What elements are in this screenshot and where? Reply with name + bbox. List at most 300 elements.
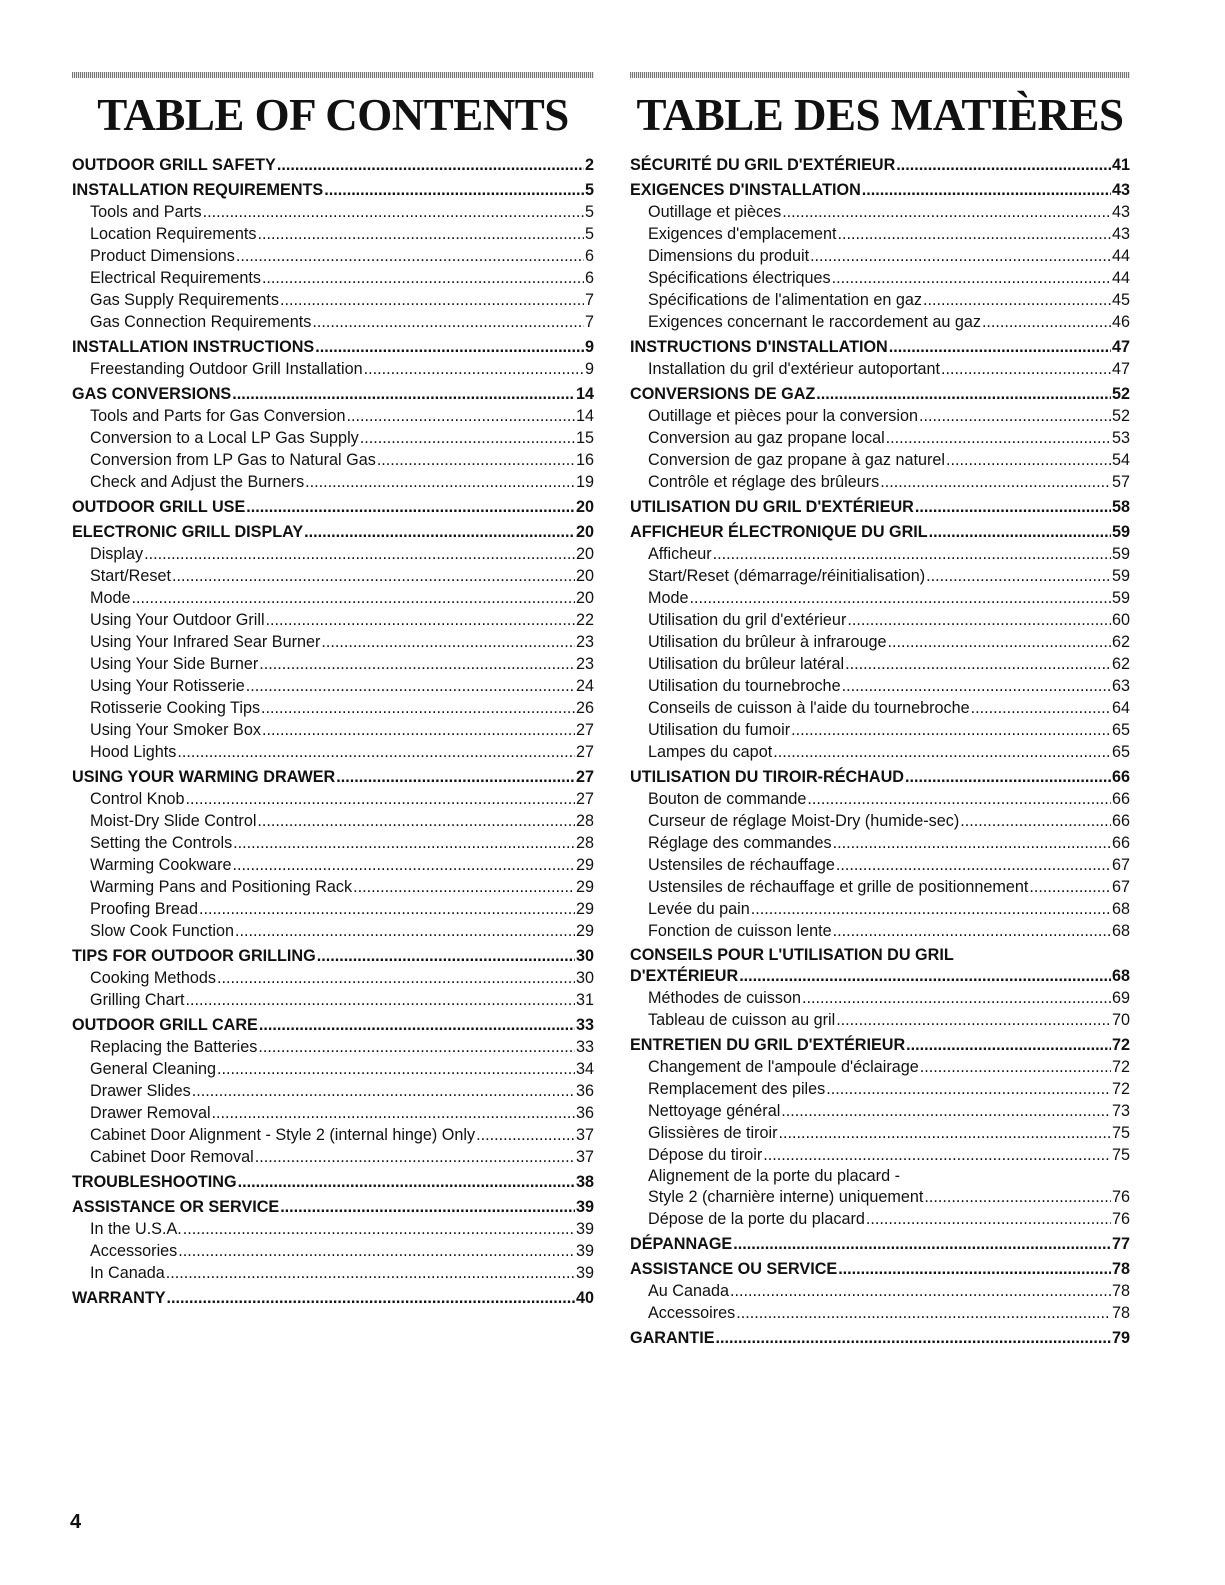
toc-page-number: 45 (1111, 291, 1130, 309)
toc-page-number: 60 (1111, 611, 1130, 629)
dot-leader (802, 987, 1111, 1009)
toc-entry-label: Mode (90, 589, 131, 607)
toc-page-number: 37 (575, 1148, 594, 1166)
dot-leader (880, 471, 1111, 493)
dot-leader (312, 311, 584, 333)
toc-subsection-entry (72, 587, 594, 609)
toc-subsection-entry (630, 631, 1130, 653)
toc-page-number: 59 (1111, 523, 1130, 541)
dot-leader (866, 1208, 1111, 1230)
toc-entry-label: Changement de l'ampoule d'éclairage (648, 1058, 919, 1076)
dot-leader (837, 223, 1111, 245)
dot-leader (258, 1036, 575, 1058)
dot-leader (733, 1233, 1111, 1255)
dot-leader (259, 1014, 575, 1036)
dot-leader (336, 766, 575, 788)
dot-leader (886, 427, 1111, 449)
toc-list-english (72, 154, 594, 1309)
toc-subsection-entry (72, 1036, 594, 1058)
toc-page-number: 59 (1111, 589, 1130, 607)
toc-entry-label: General Cleaning (90, 1060, 216, 1078)
toc-subsection-entry (72, 358, 594, 380)
toc-page-number: 77 (1111, 1235, 1130, 1253)
dot-leader (324, 179, 584, 201)
toc-entry-label: Using Your Smoker Box (90, 721, 261, 739)
toc-entry-label: OUTDOOR GRILL USE (72, 498, 246, 516)
dot-leader (773, 741, 1111, 763)
dot-leader (736, 1302, 1111, 1324)
toc-page-number: 54 (1111, 451, 1130, 469)
dot-leader (838, 1258, 1111, 1280)
toc-subsection-entry (72, 653, 594, 675)
toc-entry-label: Mode (648, 589, 689, 607)
toc-subsection-entry (72, 832, 594, 854)
toc-section-entry (630, 496, 1130, 518)
toc-entry-label: Spécifications électriques (648, 269, 831, 287)
toc-subsection-entry (630, 675, 1130, 697)
toc-entry-label: Spécifications de l'alimentation en gaz (648, 291, 922, 309)
toc-subsection-entry (630, 289, 1130, 311)
dot-leader (266, 609, 575, 631)
dot-leader (233, 854, 575, 876)
toc-page-number: 6 (584, 269, 594, 287)
toc-subsection-entry (630, 565, 1130, 587)
toc-entry-label: Gas Supply Requirements (90, 291, 279, 309)
toc-entry-label: INSTALLATION REQUIREMENTS (72, 181, 324, 199)
toc-subsection-entry (630, 609, 1130, 631)
toc-page-number: 73 (1111, 1102, 1130, 1120)
toc-page-number: 68 (1111, 900, 1130, 918)
toc-entry-label: Conversion au gaz propane local (648, 429, 885, 447)
toc-page-number: 59 (1111, 545, 1130, 563)
dot-leader (915, 496, 1111, 518)
dot-leader (730, 1280, 1111, 1302)
dot-leader (166, 1262, 575, 1284)
toc-subsection-entry (72, 1146, 594, 1168)
toc-page-number: 39 (575, 1198, 594, 1216)
toc-page-number: 7 (584, 291, 594, 309)
toc-entry-label: Conseils de cuisson à l'aide du tournebroche (648, 699, 970, 717)
dot-leader (833, 920, 1111, 942)
toc-entry-label: Utilisation du brûleur à infrarouge (648, 633, 887, 651)
toc-subsection-entry (630, 358, 1130, 380)
toc-subsection-entry (72, 1058, 594, 1080)
toc-page-number: 62 (1111, 633, 1130, 651)
dot-leader (924, 1186, 1111, 1208)
toc-entry-label: Using Your Outdoor Grill (90, 611, 265, 629)
toc-page-number: 76 (1111, 1188, 1130, 1206)
toc-page-number: 47 (1111, 338, 1130, 356)
toc-subsection-entry (72, 898, 594, 920)
toc-subsection-entry (72, 427, 594, 449)
toc-entry-label: Ustensiles de réchauffage et grille de positionnement (648, 878, 1029, 896)
toc-entry-label-line: Alignement de la porte du placard - (648, 1167, 900, 1185)
toc-page-number: 29 (575, 900, 594, 918)
toc-page-number: 20 (575, 498, 594, 516)
dot-leader (199, 898, 575, 920)
toc-english-column (72, 72, 594, 1309)
toc-entry-label: Nettoyage général (648, 1102, 781, 1120)
toc-subsection-entry (72, 967, 594, 989)
toc-entry-label: SÉCURITÉ DU GRIL D'EXTÉRIEUR (630, 156, 896, 174)
toc-entry-label: Conversion to a Local LP Gas Supply (90, 429, 359, 447)
toc-entry-label: Control Knob (90, 790, 185, 808)
toc-page-number: 20 (575, 567, 594, 585)
toc-page-number: 28 (575, 812, 594, 830)
toc-entry-label: Exigences d'emplacement (648, 225, 837, 243)
toc-section-entry (630, 1258, 1130, 1280)
toc-subsection-entry (630, 1280, 1130, 1302)
dot-leader (926, 565, 1111, 587)
toc-section-entry (630, 521, 1130, 543)
dot-leader (192, 1080, 575, 1102)
toc-subsection-entry (72, 854, 594, 876)
toc-entry-label: GARANTIE (630, 1329, 715, 1347)
toc-subsection-entry (630, 788, 1130, 810)
toc-page-number: 75 (1111, 1146, 1130, 1164)
toc-entry-label: UTILISATION DU TIROIR-RÉCHAUD (630, 768, 904, 786)
toc-entry-label: Using Your Side Burner (90, 655, 259, 673)
dot-leader (262, 719, 575, 741)
dot-leader (257, 223, 584, 245)
dot-leader (845, 653, 1111, 675)
toc-subsection-entry (630, 201, 1130, 223)
toc-entry-label: Warming Pans and Positioning Rack (90, 878, 353, 896)
toc-subsection-entry (72, 1262, 594, 1284)
toc-entry-label: Electrical Requirements (90, 269, 261, 287)
toc-section-entry (72, 154, 594, 176)
dot-leader (923, 289, 1111, 311)
toc-subsection-entry (72, 1124, 594, 1146)
toc-entry-label: Glissières de tiroir (648, 1124, 778, 1142)
toc-page-number: 5 (584, 181, 594, 199)
toc-subsection-entry (630, 653, 1130, 675)
dot-leader (782, 201, 1111, 223)
toc-entry-label: Conversion from LP Gas to Natural Gas (90, 451, 376, 469)
toc-entry-label: Cabinet Door Removal (90, 1148, 254, 1166)
toc-entry-label: Utilisation du brûleur latéral (648, 655, 845, 673)
toc-entry-label: Outillage et pièces (648, 203, 782, 221)
toc-entry-label: Accessoires (648, 1304, 736, 1322)
dot-leader (277, 154, 584, 176)
toc-entry-label: Accessories (90, 1242, 178, 1260)
toc-page-number: 14 (575, 385, 594, 403)
toc-page-number: 78 (1111, 1282, 1130, 1300)
toc-section-entry (72, 1287, 594, 1309)
toc-page-number: 65 (1111, 721, 1130, 739)
dot-leader (315, 336, 584, 358)
toc-page-number: 9 (584, 360, 594, 378)
toc-entry-label: Fonction de cuisson lente (648, 922, 832, 940)
toc-page-number: 39 (575, 1264, 594, 1282)
toc-entry-label: Contrôle et réglage des brûleurs (648, 473, 880, 491)
toc-page-number: 67 (1111, 856, 1130, 874)
dot-leader (971, 697, 1111, 719)
toc-page-number: 68 (1111, 967, 1130, 985)
toc-page-number: 68 (1111, 922, 1130, 940)
dot-leader (896, 154, 1111, 176)
dot-leader (238, 1171, 575, 1193)
toc-page-number: 78 (1111, 1304, 1130, 1322)
toc-page-number: 38 (575, 1173, 594, 1191)
toc-subsection-entry (72, 697, 594, 719)
toc-subsection-entry (72, 201, 594, 223)
toc-entry-label: D'EXTÉRIEUR (630, 967, 739, 985)
toc-subsection-entry (72, 989, 594, 1011)
toc-entry-label: ENTRETIEN DU GRIL D'EXTÉRIEUR (630, 1036, 906, 1054)
toc-section-entry (72, 496, 594, 518)
toc-entry-label: Grilling Chart (90, 991, 185, 1009)
toc-page-number: 75 (1111, 1124, 1130, 1142)
toc-entry-label: Drawer Slides (90, 1082, 191, 1100)
toc-subsection-entry (630, 449, 1130, 471)
dot-leader (233, 832, 575, 854)
dot-leader (832, 267, 1111, 289)
toc-page-number: 20 (575, 589, 594, 607)
toc-page-number: 24 (575, 677, 594, 695)
dot-leader (186, 788, 575, 810)
toc-entry-label: Utilisation du fumoir (648, 721, 791, 739)
toc-entry-label: Location Requirements (90, 225, 257, 243)
toc-subsection-entry (72, 1102, 594, 1124)
toc-entry-label: TIPS FOR OUTDOOR GRILLING (72, 947, 316, 965)
dot-leader (810, 245, 1111, 267)
toc-page-number: 52 (1111, 385, 1130, 403)
toc-page-number: 72 (1111, 1058, 1130, 1076)
toc-french-column (630, 72, 1130, 1349)
toc-entry-label: Tools and Parts (90, 203, 202, 221)
toc-subsection-entry (72, 449, 594, 471)
toc-entry-label: Utilisation du gril d'extérieur (648, 611, 847, 629)
toc-section-entry (72, 1196, 594, 1218)
toc-page-number: 41 (1111, 156, 1130, 174)
toc-entry-label: Check and Adjust the Burners (90, 473, 305, 491)
dot-leader (185, 989, 575, 1011)
toc-subsection-entry (72, 405, 594, 427)
dot-leader (1029, 876, 1111, 898)
dot-leader (847, 609, 1111, 631)
toc-entry-label: WARRANTY (72, 1289, 166, 1307)
toc-subsection-entry (72, 471, 594, 493)
toc-entry-label: UTILISATION DU GRIL D'EXTÉRIEUR (630, 498, 914, 516)
dot-leader (347, 405, 575, 427)
toc-entry-label: Cabinet Door Alignment - Style 2 (internal hinge) Only (90, 1126, 476, 1144)
toc-subsection-entry (630, 245, 1130, 267)
toc-subsection-entry (72, 741, 594, 763)
toc-entry-label: Levée du pain (648, 900, 750, 918)
toc-entry-label: Utilisation du tournebroche (648, 677, 841, 695)
toc-entry-label: In the U.S.A. (90, 1220, 182, 1238)
toc-subsection-entry (630, 810, 1130, 832)
dot-leader (217, 1058, 575, 1080)
toc-subsection-entry (630, 1078, 1130, 1100)
toc-entry-label: Slow Cook Function (90, 922, 234, 940)
toc-page-number: 7 (584, 313, 594, 331)
dot-leader (257, 810, 575, 832)
toc-page-number: 20 (575, 523, 594, 541)
toc-subsection-entry (630, 1186, 1130, 1208)
dot-leader (929, 521, 1111, 543)
toc-section-entry (630, 1233, 1130, 1255)
dot-leader (862, 179, 1111, 201)
toc-entry-label: Display (90, 545, 144, 563)
toc-subsection-entry (630, 1144, 1130, 1166)
dot-leader (833, 832, 1111, 854)
toc-page-number: 9 (584, 338, 594, 356)
dot-leader (476, 1124, 575, 1146)
toc-entry-label: Curseur de réglage Moist-Dry (humide-sec) (648, 812, 960, 830)
toc-entry-label: Product Dimensions (90, 247, 235, 265)
toc-page-number: 22 (575, 611, 594, 629)
toc-page-number: 27 (575, 743, 594, 761)
toc-entry-label: Tableau de cuisson au gril (648, 1011, 836, 1029)
toc-entry-label-line: CONSEILS POUR L'UTILISATION DU GRIL (630, 946, 954, 964)
toc-subsection-entry (630, 898, 1130, 920)
dot-leader (172, 565, 575, 587)
toc-subsection-entry (630, 1122, 1130, 1144)
toc-page-number: 64 (1111, 699, 1130, 717)
toc-page-number: 58 (1111, 498, 1130, 516)
toc-page-number: 20 (575, 545, 594, 563)
dot-leader (364, 358, 584, 380)
toc-page-number: 43 (1111, 203, 1130, 221)
toc-entry-label: Freestanding Outdoor Grill Installation (90, 360, 363, 378)
toc-subsection-entry (630, 543, 1130, 565)
toc-page-number: 29 (575, 856, 594, 874)
toc-page-number: 62 (1111, 655, 1130, 673)
toc-subsection-entry (630, 405, 1130, 427)
toc-page-number: 39 (575, 1220, 594, 1238)
dot-leader (716, 1327, 1111, 1349)
toc-entry-label: Afficheur (648, 545, 712, 563)
toc-entry-label: AFFICHEUR ÉLECTRONIQUE DU GRIL (630, 523, 928, 541)
toc-page-number: 5 (584, 225, 594, 243)
toc-page-number: 70 (1111, 1011, 1130, 1029)
toc-page-number: 16 (575, 451, 594, 469)
toc-subsection-entry (72, 1240, 594, 1262)
toc-page-number: 28 (575, 834, 594, 852)
toc-section-entry (72, 521, 594, 543)
toc-page-number: 63 (1111, 677, 1130, 695)
toc-entry-label: INSTALLATION INSTRUCTIONS (72, 338, 315, 356)
dot-leader (304, 521, 575, 543)
toc-section-entry (72, 766, 594, 788)
toc-subsection-entry (72, 675, 594, 697)
toc-page-number: 37 (575, 1126, 594, 1144)
toc-page-number: 66 (1111, 768, 1130, 786)
dot-leader (377, 449, 575, 471)
toc-page-number: 26 (575, 699, 594, 717)
toc-subsection-entry (72, 1080, 594, 1102)
toc-page-number: 29 (575, 878, 594, 896)
toc-subsection-entry (630, 854, 1130, 876)
toc-entry-label: Setting the Controls (90, 834, 233, 852)
page-number: 4 (70, 1511, 82, 1533)
toc-page-number: 19 (575, 473, 594, 491)
toc-section-entry (630, 1327, 1130, 1349)
toc-entry-label: ASSISTANCE OU SERVICE (630, 1260, 838, 1278)
toc-section-entry (630, 965, 1130, 987)
dot-leader (779, 1122, 1111, 1144)
dot-leader (887, 631, 1111, 653)
toc-page-number: 59 (1111, 567, 1130, 585)
toc-entry-label: OUTDOOR GRILL SAFETY (72, 156, 276, 174)
toc-page-number: 33 (575, 1038, 594, 1056)
toc-subsection-entry (630, 587, 1130, 609)
dot-leader (255, 1146, 575, 1168)
toc-page-number: 57 (1111, 473, 1130, 491)
toc-subsection-entry (72, 267, 594, 289)
toc-entry-label: OUTDOOR GRILL CARE (72, 1016, 258, 1034)
toc-section-entry (72, 383, 594, 405)
toc-entry-label: Moist-Dry Slide Control (90, 812, 257, 830)
dot-leader (941, 358, 1111, 380)
toc-subsection-entry (630, 697, 1130, 719)
toc-page-number: 72 (1111, 1036, 1130, 1054)
toc-subsection-entry (630, 1302, 1130, 1324)
toc-page-number: 53 (1111, 429, 1130, 447)
toc-page-number: 39 (575, 1242, 594, 1260)
toc-section-entry (72, 945, 594, 967)
toc-page-number: 31 (575, 991, 594, 1009)
toc-page-number: 23 (575, 655, 594, 673)
toc-entry-label: Au Canada (648, 1282, 730, 1300)
toc-subsection-entry (630, 1100, 1130, 1122)
dot-leader (690, 587, 1111, 609)
toc-entry-label: GAS CONVERSIONS (72, 385, 232, 403)
toc-page-number: 33 (575, 1016, 594, 1034)
toc-section-entry (630, 1034, 1130, 1056)
dot-leader (360, 427, 575, 449)
toc-entry-label: CONVERSIONS DE GAZ (630, 385, 816, 403)
dot-leader (132, 587, 575, 609)
dot-leader (317, 945, 575, 967)
toc-subsection-entry (630, 920, 1130, 942)
toc-page-number: 15 (575, 429, 594, 447)
toc-section-entry (72, 336, 594, 358)
toc-title-english: TABLE OF CONTENTS (97, 90, 569, 140)
toc-page-number: 79 (1111, 1329, 1130, 1347)
toc-entry-label: Méthodes de cuisson (648, 989, 801, 1007)
dot-leader (739, 965, 1111, 987)
toc-entry-label: Start/Reset (90, 567, 171, 585)
toc-section-entry (630, 179, 1130, 201)
toc-subsection-entry (72, 311, 594, 333)
toc-entry-label: Style 2 (charnière interne) uniquement (648, 1188, 924, 1206)
toc-page-number: 44 (1111, 247, 1130, 265)
toc-entry-label: Using Your Infrared Sear Burner (90, 633, 321, 651)
dot-leader (305, 471, 575, 493)
dot-leader (816, 383, 1111, 405)
dot-leader (946, 449, 1111, 471)
toc-page-number: 34 (575, 1060, 594, 1078)
toc-subsection-entry (630, 876, 1130, 898)
dot-leader (713, 543, 1111, 565)
dot-leader (217, 967, 575, 989)
toc-subsection-entry (72, 223, 594, 245)
toc-page-number: 5 (584, 203, 594, 221)
decorative-rule (72, 72, 594, 78)
toc-entry-label: Using Your Rotisserie (90, 677, 245, 695)
toc-subsection-entry (630, 1056, 1130, 1078)
toc-page-number: 65 (1111, 743, 1130, 761)
toc-entry-label: INSTRUCTIONS D'INSTALLATION (630, 338, 888, 356)
toc-section-entry (630, 336, 1130, 358)
toc-page-number: 46 (1111, 313, 1130, 331)
toc-subsection-entry (72, 876, 594, 898)
toc-entry-label: Dépose de la porte du placard (648, 1210, 865, 1228)
dot-leader (262, 267, 584, 289)
